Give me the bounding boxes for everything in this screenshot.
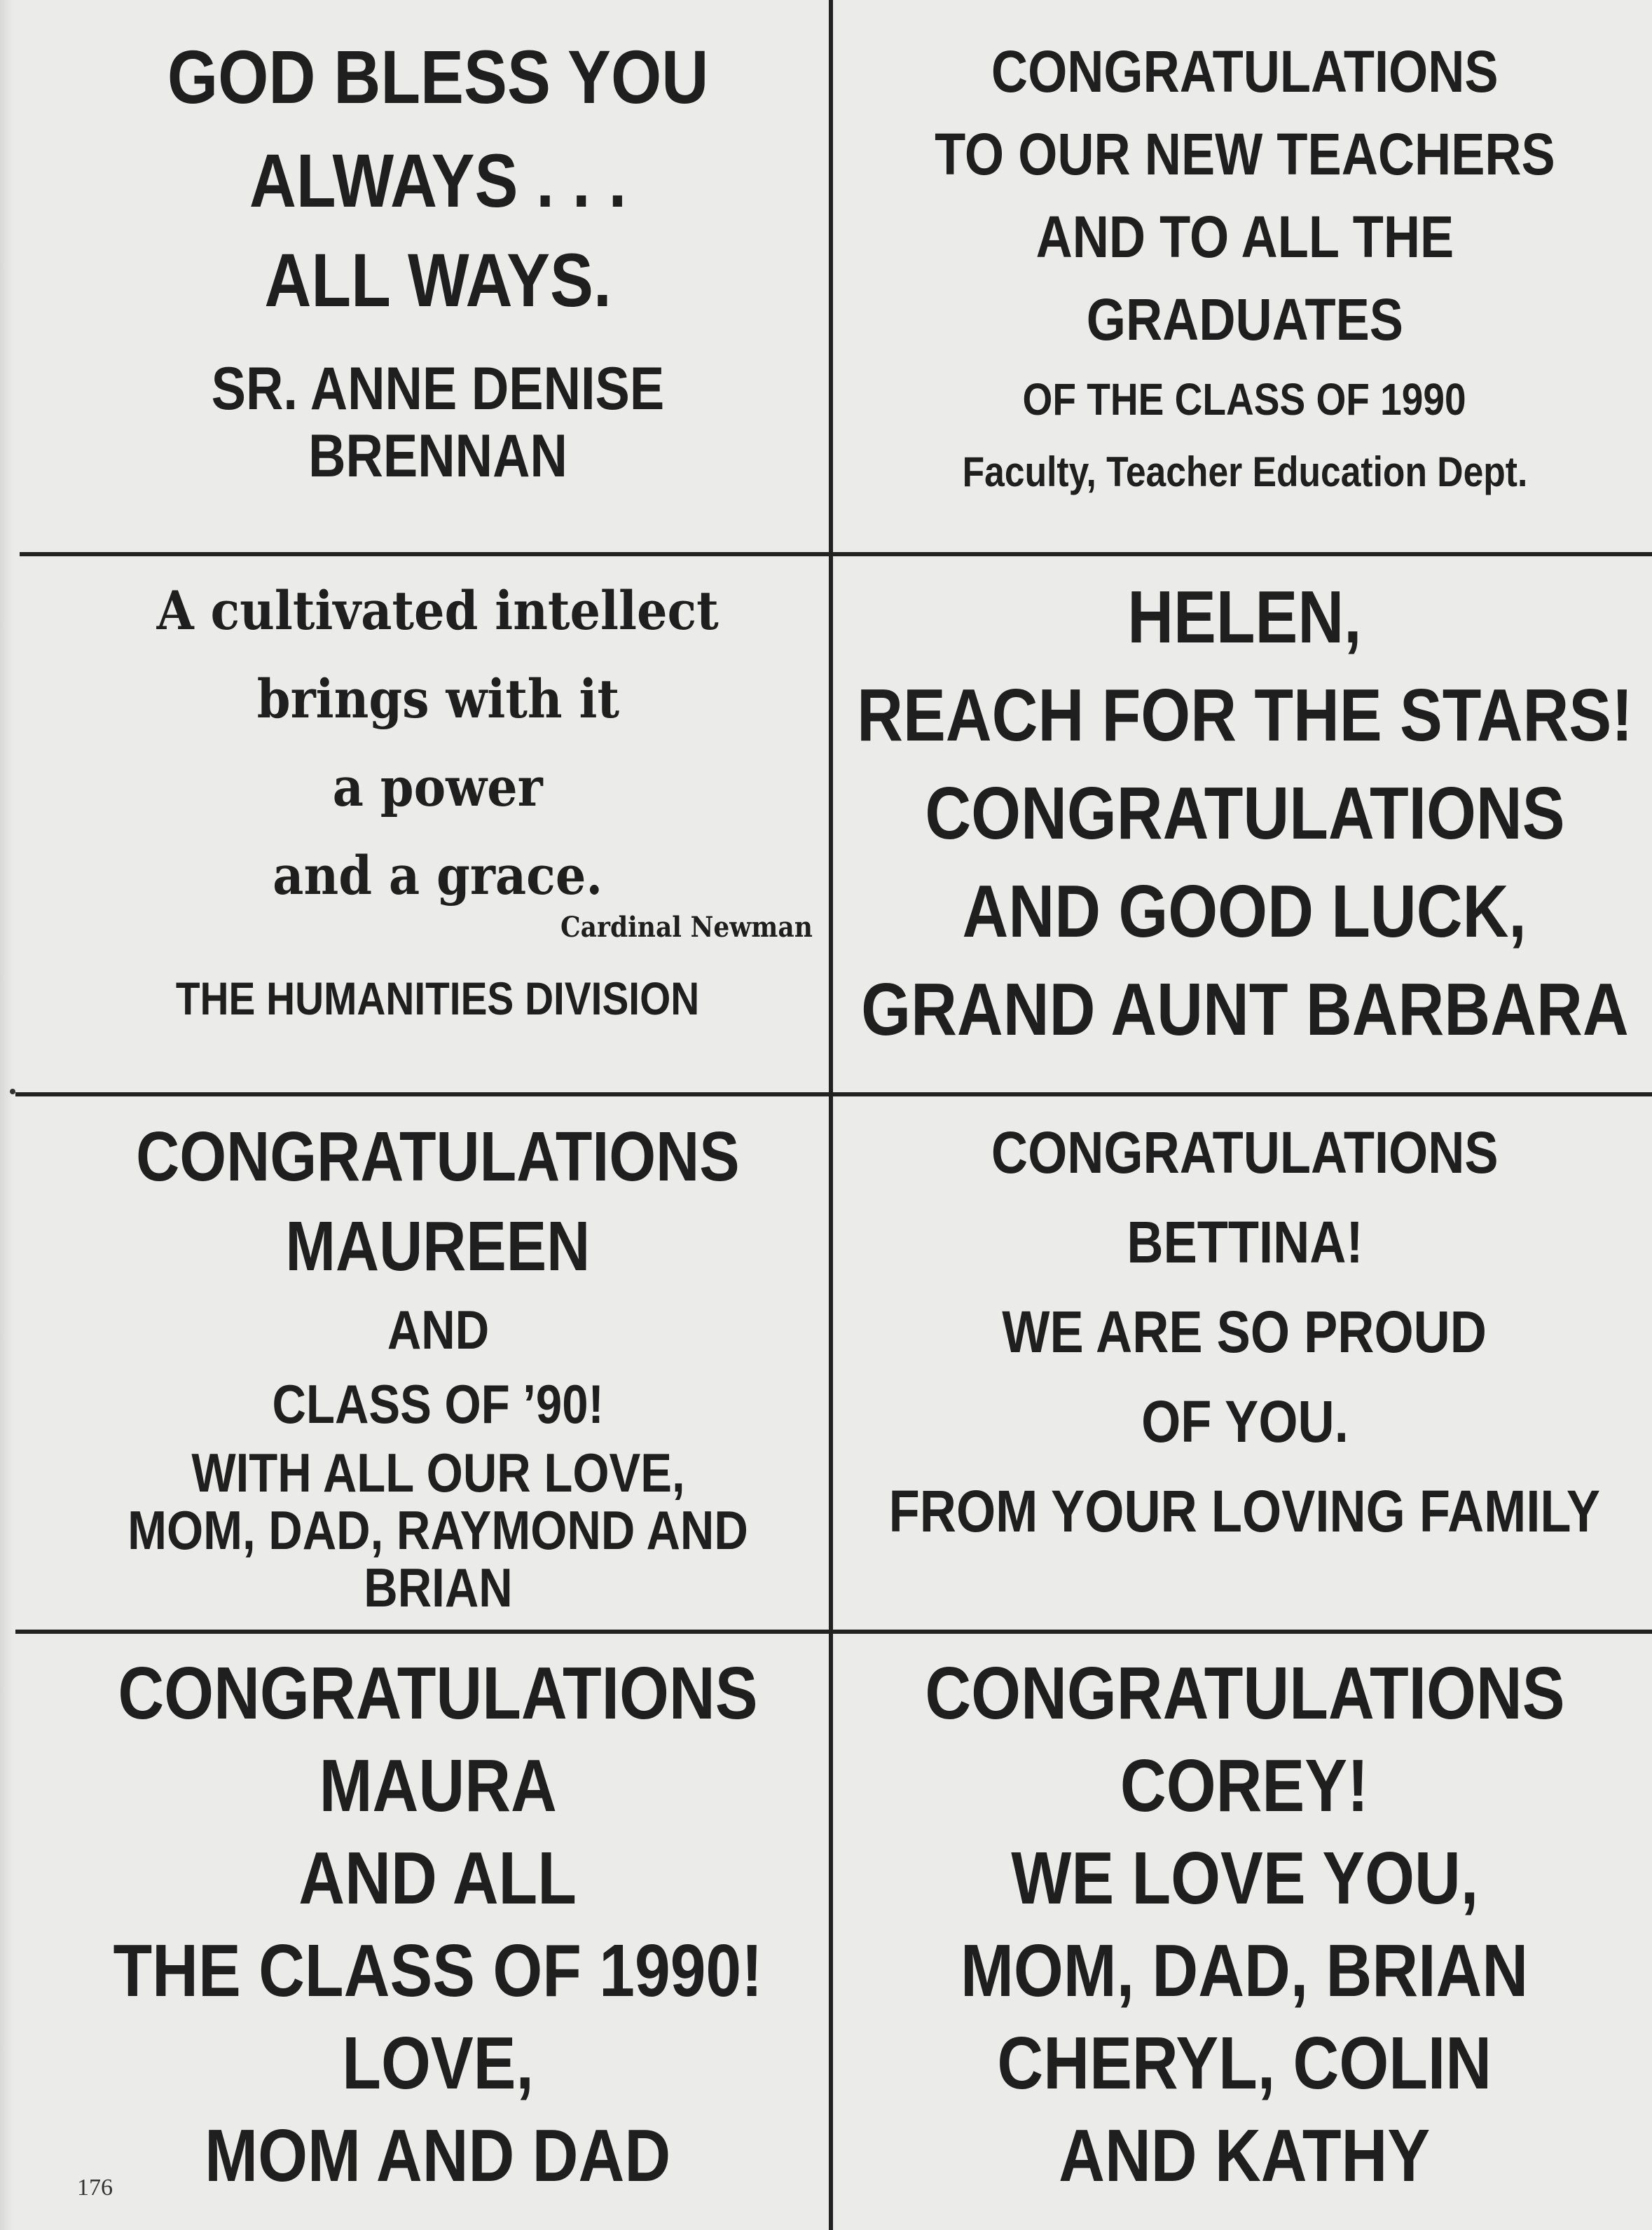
ad-god-bless-you	[21, 0, 855, 490]
ad-line: CONGRATULATIONS	[136, 1117, 740, 1196]
ad-line: CONGRATULATIONS	[991, 1120, 1499, 1185]
ad-line: BRENNAN	[308, 422, 567, 490]
ad-line: LOVE,	[342, 2022, 534, 2105]
ad-line: FROM YOUR LOVING FAMILY	[888, 1478, 1601, 1544]
ad-line: MOM AND DAD	[205, 2114, 671, 2197]
quote-line: and a grace.	[273, 844, 603, 907]
ad-helen	[837, 556, 1652, 1051]
page-number: 176	[77, 2175, 113, 2201]
ad-line: OF THE CLASS OF 1990	[1022, 374, 1467, 425]
ad-line: CLASS OF ’90!	[272, 1373, 604, 1435]
ad-line: CONGRATULATIONS	[924, 772, 1565, 855]
ad-line: AND ALL	[298, 1837, 577, 1920]
ad-line: COREY!	[1120, 1744, 1369, 1827]
ad-line: GRAND AUNT BARBARA	[860, 968, 1629, 1051]
ad-maureen	[21, 1096, 855, 1618]
ad-line: MAURA	[319, 1744, 557, 1827]
quote-line: A cultivated intellect	[156, 579, 720, 642]
ad-line: ALL WAYS.	[264, 238, 612, 322]
ad-bettina	[837, 1096, 1652, 1544]
ad-line: CONGRATULATIONS	[924, 1652, 1565, 1735]
ad-line: GRADUATES	[1086, 287, 1403, 352]
ad-teacher-education	[837, 0, 1652, 493]
ad-line: AND GOOD LUCK,	[962, 870, 1527, 953]
ad-maura	[21, 1634, 855, 2197]
page-binding-edge	[0, 0, 13, 2230]
ad-line: CONGRATULATIONS	[991, 39, 1499, 104]
ad-line: MOM, DAD, BRIAN	[961, 1929, 1529, 2012]
ad-line: THE CLASS OF 1990!	[113, 1929, 763, 2012]
ad-line: ALWAYS . . .	[249, 138, 627, 223]
ad-signature: THE HUMANITIES DIVISION	[176, 972, 700, 1024]
ad-line: CONGRATULATIONS	[118, 1652, 758, 1735]
ad-humanities-division	[21, 556, 855, 1024]
ad-line: MAUREEN	[285, 1207, 591, 1286]
ad-line: WE ARE SO PROUD	[1002, 1299, 1487, 1365]
ad-line: REACH FOR THE STARS!	[856, 674, 1633, 757]
ad-line: CHERYL, COLIN	[997, 2022, 1492, 2105]
quote-attribution: Cardinal Newman	[560, 911, 813, 944]
ad-line: OF YOU.	[1141, 1389, 1349, 1454]
ad-line: Faculty, Teacher Education Dept.	[962, 448, 1527, 495]
ad-line: MOM, DAD, RAYMOND AND	[128, 1499, 748, 1561]
ad-line: TO OUR NEW TEACHERS	[934, 121, 1555, 187]
quote-line: brings with it	[256, 668, 619, 730]
ad-line: AND TO ALL THE	[1035, 204, 1454, 270]
ad-line: BETTINA!	[1126, 1209, 1363, 1275]
ad-line: SR. ANNE DENISE	[211, 355, 665, 422]
ad-line: HELEN,	[1127, 576, 1362, 659]
ad-line: GOD BLESS YOU	[167, 34, 709, 119]
ad-line: AND	[387, 1299, 489, 1361]
quote-line: a power	[332, 756, 544, 818]
ad-corey	[837, 1634, 1652, 2197]
ad-line: AND KATHY	[1059, 2114, 1431, 2197]
stray-mark	[10, 1089, 15, 1094]
ad-line: BRIAN	[363, 1557, 513, 1618]
ad-line: WITH ALL OUR LOVE,	[191, 1442, 685, 1503]
ad-line: WE LOVE YOU,	[1011, 1837, 1478, 1920]
